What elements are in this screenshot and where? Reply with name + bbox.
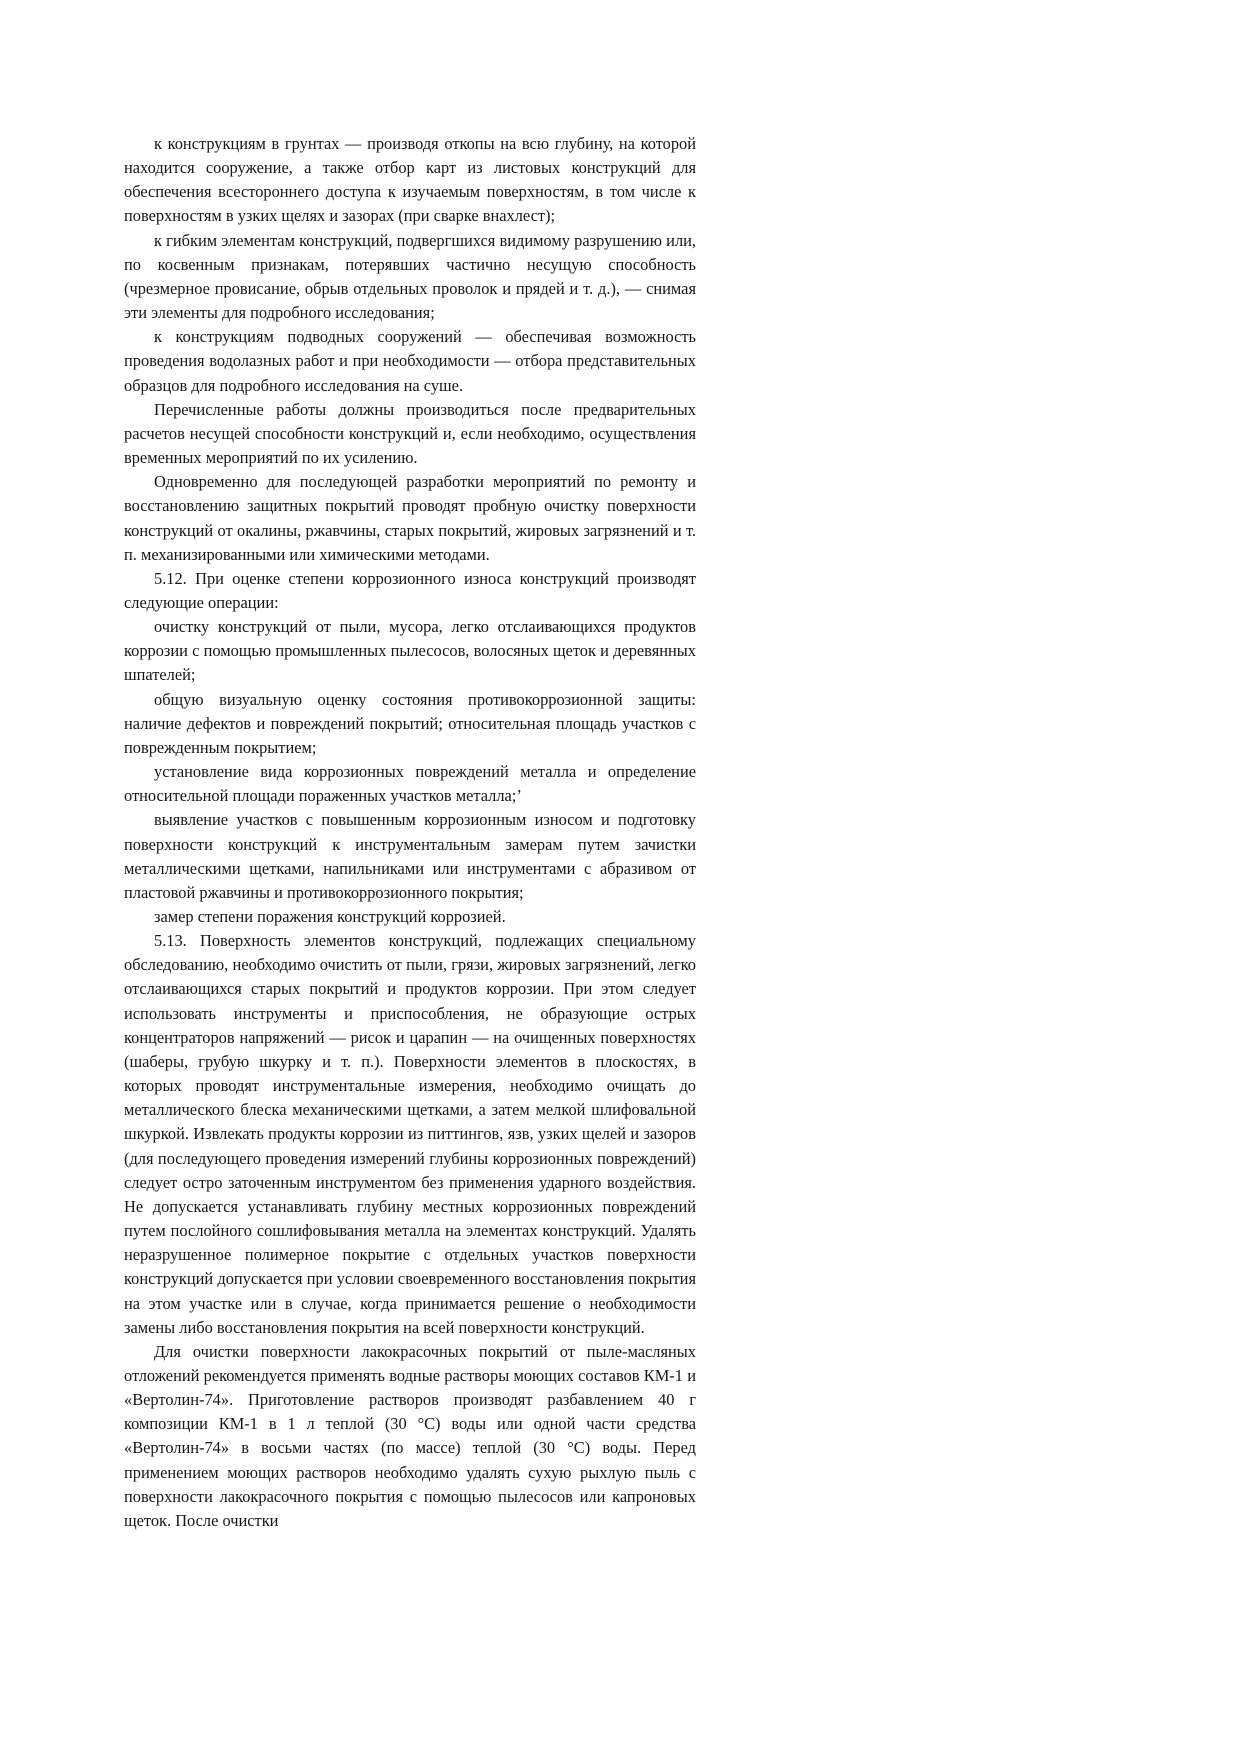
paragraph: очистку конструкций от пыли, мусора, легко отслаивающихся продуктов коррозии с помощью промышленных пылесосов, волосяных щеток и деревянных шпателей;	[124, 617, 696, 685]
paragraph: общую визуальную оценку состояния противокоррозионной защиты: наличие дефектов и повреждений покрытий; относительная площадь участков с поврежденным покрытием;	[124, 689, 696, 757]
paragraph: установление вида коррозионных повреждений металла и определение относительной площади пораженных участков металла;’	[124, 762, 696, 806]
body-text-column	[124, 132, 696, 1533]
paragraph-clause-5-13: 5.13. Поверхность элементов конструкций, подлежащих специальному обследованию, необходимо очистить от пыли, грязи, жировых загрязнений, легко отслаивающихся старых покрытий и продуктов коррозии. При этом следует использовать инструменты и приспособления, не образующие острых концентраторов напряжений — рисок и царапин — на очищенных поверхностях (шаберы, грубую шкурку и т. п.). Поверхности элементов в плоскостях, в которых проводят инструментальные измерения, необходимо очищать до металлического блеска механическими щетками, а затем мелкой шлифовальной шкуркой. Извлекать продукты коррозии из питтингов, язв, узких щелей и зазоров (для последующего проведения измерений глубины коррозионных повреждений) следует остро заточенным инструментом без применения ударного воздействия. Не допускается устанавливать глубину местных коррозионных повреждений путем послойного сошлифовывания металла на элементах конструкций. Удалять неразрушенное полимерное покрытие с отдельных участков поверхности конструкций допускается при условии своевременного восстановления покрытия на этом участке или в случае, когда принимается решение о необходимости замены либо восстановления покрытия на всей поверхности конструкций.	[124, 931, 696, 1337]
paragraph: замер степени поражения конструкций коррозией.	[154, 907, 506, 926]
paragraph: Одновременно для последующей разработки мероприятий по ремонту и восстановлению защитных покрытий проводят пробную очистку поверхности конструкций от окалины, ржавчины, старых покрытий, жировых загрязнений и т. п. механизированными или химическими методами.	[124, 472, 696, 564]
paragraph: к гибким элементам конструкций, подвергшихся видимому разрушению или, по косвенным признакам, потерявших частично несущую способность (чрезмерное провисание, обрыв отдельных проволок и прядей и т. д.), — снимая эти элементы для подробного исследования;	[124, 230, 696, 323]
paragraph: Для очистки поверхности лакокрасочных покрытий от пыле-масляных отложений рекомендуется применять водные растворы моющих составов КМ-1 и «Вертолин-74». Приготовление растворов производят разбавлением 40 г композиции КМ-1 в 1 л теплой (30 °С) воды или одной части средства «Вертолин-74» в восьми частях (по массе) теплой (30 °С) воды. Перед применением моющих растворов необходимо удалять сухую рыхлую пыль с поверхности лакокрасочного покрытия с помощью пылесосов или капроновых щеток. После очистки	[124, 1341, 696, 1530]
paragraph-clause-5-12: 5.12. При оценке степени коррозионного износа конструкций производят следующие операции:	[124, 568, 696, 612]
paragraph: Перечисленные работы должны производиться после предварительных расчетов несущей способности конструкций и, если необходимо, осуществления временных мероприятий по их усилению.	[124, 399, 696, 468]
paragraph: к конструкциям в грунтах — производя откопы на всю глубину, на которой находится сооружение, а также отбор карт из листовых конструкций для обеспечения всестороннего доступа к изучаемым поверхностям, в том числе к поверхностям в узких щелях и зазорах (при сварке внахлест);	[124, 134, 696, 226]
paragraph: к конструкциям подводных сооружений — обеспечивая возможность проведения водолазных работ и при необходимости — отбора представительных образцов для подробного исследования на суше.	[124, 327, 696, 395]
paragraph: выявление участков с повышенным коррозионным износом и подготовку поверхности конструкций к инструментальным замерам путем зачистки металлическими щетками, напильниками или инструментами с абразивом от пластовой ржавчины и противокоррозионного покрытия;	[124, 810, 696, 902]
